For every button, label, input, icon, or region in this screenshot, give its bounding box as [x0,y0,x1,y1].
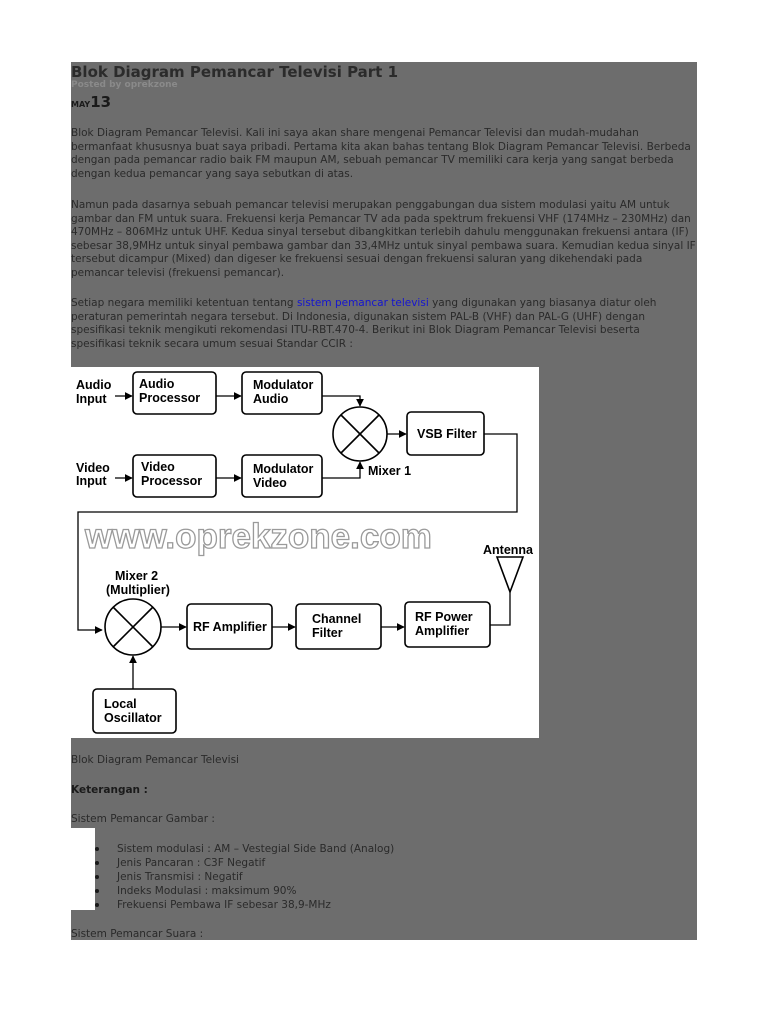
list-item-text: Frekuensi Pembawa IF sebesar 38,9-MHz [117,899,331,911]
svg-text:Modulator: Modulator [253,378,314,392]
svg-text:Mixer 2: Mixer 2 [115,569,159,583]
audio-input-label [76,378,112,406]
list-item [71,884,697,898]
svg-text:Video: Video [76,461,110,475]
paragraph-intro: Blok Diagram Pemancar Televisi. Kali ini saya akan share mengenai Pemancar Televisi dan mudah-mudahan bermanfaat khususnya buat saya pribadi. Pertama kita akan bahas tentang Blok Diagram Pemancar Televisi. Berbeda dengan pada pemancar radio baik FM maupun AM, sebuah pemancar TV memiliki cara kerja yang sangat berbeda dengan kedua pemancar yang saya sebutkan di atas. [71,127,691,180]
list-item [71,870,697,884]
gambar-spec-list [71,842,697,912]
suara-heading: Sistem Pemancar Suara : [71,928,204,940]
svg-text:RF Power: RF Power [415,610,473,624]
left-margin-strip [71,828,95,910]
bullet-icon [95,889,99,893]
paragraph-modulation: Namun pada dasarnya sebuah pemancar televisi merupakan penggabungan dua sistem modulasi yaitu AM untuk gambar dan FM untuk suara. Frekuensi kerja Pemancar TV ada pada spektrum frekuensi VHF (174MHz – 230MHz) dan 470MHz – 806MHz untuk UHF. Kedua sinyal tersebut dibangkitkan terlebih dahulu menggunakan frekuensi antara (IF) sebesar 38,9MHz untuk sinyal pembawa gambar dan 33,4MHz untuk sinyal pembawa suara. Kemudian kedua sinyal IF tersebut dicampur (Mixed) dan digeser ke frekuensi sesuai dengan frekuensi saluran yang dikehendaki pada pemancar televisi (frekuensi pemancar). [71,199,696,279]
modulator-video-block [242,455,322,497]
svg-text:Channel: Channel [312,612,362,626]
svg-text:Input: Input [76,392,107,406]
article-page [71,62,697,940]
svg-text:Audio: Audio [139,377,175,391]
gambar-heading: Sistem Pemancar Gambar : [71,813,215,825]
svg-text:Oscillator: Oscillator [104,711,162,725]
svg-text:Video: Video [141,460,175,474]
svg-text:Modulator: Modulator [253,462,314,476]
mixer2-label [106,569,170,597]
svg-text:Input: Input [76,474,107,488]
rf-amplifier-block [187,604,272,649]
post-title[interactable]: Blok Diagram Pemancar Televisi Part 1 [71,63,399,81]
svg-text:Processor: Processor [139,391,201,405]
svg-text:VSB Filter: VSB Filter [417,427,477,441]
diagram-caption: Blok Diagram Pemancar Televisi [71,754,239,766]
mixer2-symbol [105,599,161,655]
video-input-label [76,461,110,488]
antenna-label: Antenna [483,543,533,557]
link-sistem-pemancar[interactable]: sistem pemancar televisi [296,297,429,309]
video-processor-block [133,455,216,497]
list-item-text: Indeks Modulasi : maksimum 90% [117,885,297,897]
post-day: 13 [90,93,112,111]
mixer1-label: Mixer 1 [368,464,412,478]
channel-filter-block [296,604,381,649]
antenna-symbol [497,557,523,596]
svg-text:RF Amplifier: RF Amplifier [193,620,267,634]
audio-processor-block [133,372,216,414]
post-month: MAY [71,100,91,109]
list-item-text: Jenis Pancaran : C3F Negatif [117,857,266,869]
block-diagram-image [71,367,539,738]
list-item-text: Jenis Transmisi : Negatif [117,871,243,883]
svg-text:Amplifier: Amplifier [415,624,470,638]
list-item-text: Sistem modulasi : AM – Vestegial Side Band (Analog) [117,843,395,855]
bullet-icon [95,875,99,879]
svg-text:Video: Video [253,476,287,490]
svg-text:(Multiplier): (Multiplier) [106,583,170,597]
mixer1-symbol [333,407,387,461]
svg-text:Audio: Audio [76,378,112,392]
watermark-text: www.oprekzone.com [85,517,432,556]
svg-text:Filter: Filter [312,626,343,640]
paragraph-standard-after: yang digunakan yang biasanya diatur oleh peraturan pemerintah negara tersebut. Di Indonesia, digunakan sistem PAL-B (VHF) dan PAL-G (UHF) dengan spesifikasi teknik mengikuti rekomendasi ITU-RBT.470-4. Berikut ini Blok Diagram Pemancar Televisi beserta spesifikasi teknik secara umum sesuai Standar CCIR : [71,297,657,350]
paragraph-standard-before: Setiap negara memiliki ketentuan tentang [71,297,297,309]
paragraph-standard [71,297,697,351]
svg-text:Audio: Audio [253,392,289,406]
bullet-icon [95,903,99,907]
bullet-icon [95,847,99,851]
bullet-icon [95,861,99,865]
post-date [71,92,111,111]
vsb-filter-block [407,412,484,455]
modulator-audio-block [242,372,322,414]
list-item [71,842,697,856]
local-oscillator-block [93,689,176,733]
list-item [71,856,697,870]
svg-text:Processor: Processor [141,474,203,488]
svg-text:Local: Local [104,697,137,711]
post-author: Posted by oprekzone [71,80,178,90]
rf-power-amplifier-block [405,602,490,647]
list-item [71,898,697,912]
keterangan-heading: Keterangan : [71,784,148,796]
